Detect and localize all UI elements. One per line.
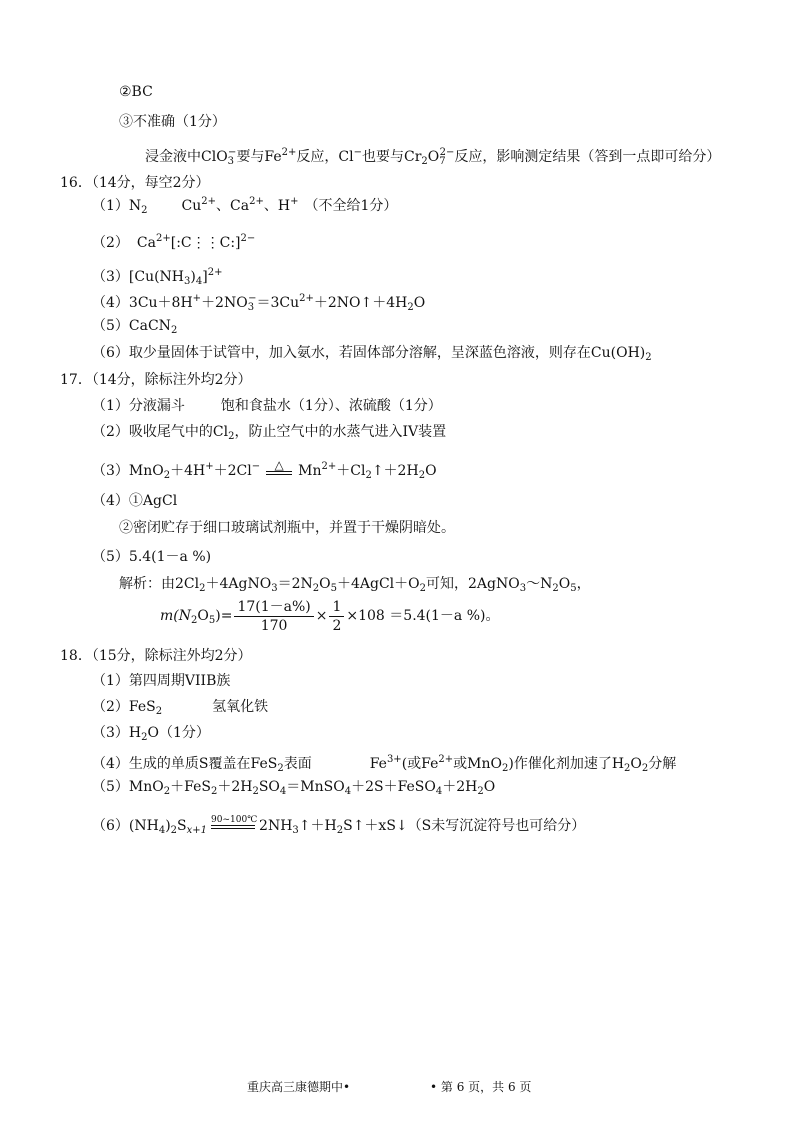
q18-answer-3: $(3)H_2O(1$分） xyxy=(92,725,210,743)
q17-answer-4b: ②密闭贮存于细口玻璃试剂瓶中，并置于干燥阴暗处。 xyxy=(119,520,455,536)
q17-answer-2: （2）吸收尾气中的$Cl_2$，防止空气中的水蒸气进入IV装置 xyxy=(92,424,447,442)
q17-analysis: 解析：由$2Cl_2+4AgNO_3=2N_2O_5+4AgCl+O_2$可知，$2AgNO_3\sim N_2O_5$， xyxy=(119,576,591,594)
q18-heading: 18．（15分，除标注外均2分） xyxy=(60,648,252,664)
q18-answer-6: $(6)(NH_4)_2S_{x+1}$ 90~100℃ $2NH_3↑+H_2S↑+xS↓(S$未写沉淀符号也可给分） xyxy=(92,815,586,836)
carbide-electron-structure: [:C⋮⋮C:] xyxy=(170,235,241,251)
half-fraction: $\frac{1}{2}$ xyxy=(329,598,344,635)
q16-answer-4: $(4)3Cu+8H^++2NO_3^-=3Cu^{2+}+2NO↑+4H_2O$ xyxy=(92,293,426,313)
q16-heading: 16．（14分，每空2分） xyxy=(60,175,210,191)
q18-answer-2: （2）FeS$_2$ 氢氧化铁 xyxy=(92,699,269,717)
q17-answer-3: （3）MnO$_2$＋4H+＋2Cl− △ $Mn^{2+}+Cl_2↑+2H_2O$ xyxy=(92,458,437,481)
q18-answer-5: $(5)MnO_2+FeS_2+2H_2SO_4=MnSO_4+2S+FeSO_4+2H_2O$ xyxy=(92,779,496,797)
q17-heading: 17．（14分，除标注外均2分） xyxy=(60,372,252,388)
q16-answer-3: $(3)[Cu(NH_3)_4]^{2+}$ xyxy=(92,267,223,287)
q15-item-2: ②BC xyxy=(119,84,153,100)
footer-source: 重庆高三康德期中• xyxy=(247,1080,351,1094)
temperature-condition-sign: 90~100℃ xyxy=(211,815,255,829)
mass-fraction: $\frac{17(1-a\%)}{170}$ xyxy=(234,598,313,635)
heat-condition-sign: △ xyxy=(266,459,292,475)
q17-answer-4: （4）①AgCl xyxy=(92,493,178,509)
q18-answer-4: （4）生成的单质S覆盖在FeS$_2$表面 $Fe^{3+}$(或$Fe^{2+}$或MnO$_2$)作催化剂加速了$H_2O_2$分解 xyxy=(92,754,677,774)
q16-answer-2: （2） $Ca^{2+}[:C⋮⋮C:]^{2-}$ xyxy=(92,233,256,251)
q17-answer-5: （5）5.4(1－a %) xyxy=(92,549,212,565)
q15-item-3: ③不准确（1分） xyxy=(119,114,226,130)
q16-answer-5: （5）CaCN$_2$ xyxy=(92,318,178,336)
q17-mass-formula: $m(N_2O_5)=$ $\frac{17(1-a\%)}{170}$ × $\frac{1}{2}$ ×108 ＝5.4(1－a %)。 xyxy=(160,598,500,634)
q15-explanation: 浸金液中ClO$_3$−要与$Fe^{2+}$反应，Cl−也要与$Cr_2O_7^{2-}$反应，影响测定结果（答到一点即可给分） xyxy=(145,147,721,167)
q17-answer-1: （1）分液漏斗 饱和食盐水（1分）、浓硫酸（1分） xyxy=(92,398,442,414)
q16-answer-1: $(1)N_2$ $Cu^{2+}$、$Ca^{2+}$、H+ （不全给1分） xyxy=(92,196,398,216)
q18-answer-1: （1）第四周期VIIB族 xyxy=(92,673,231,689)
q16-answer-6: （6）取少量固体于试管中，加入氨水，若固体部分溶解，呈深蓝色溶液，则存在$Cu(OH)_2$ xyxy=(92,345,652,363)
footer-page-number: • 第 6 页，共 6 页 xyxy=(430,1080,532,1094)
